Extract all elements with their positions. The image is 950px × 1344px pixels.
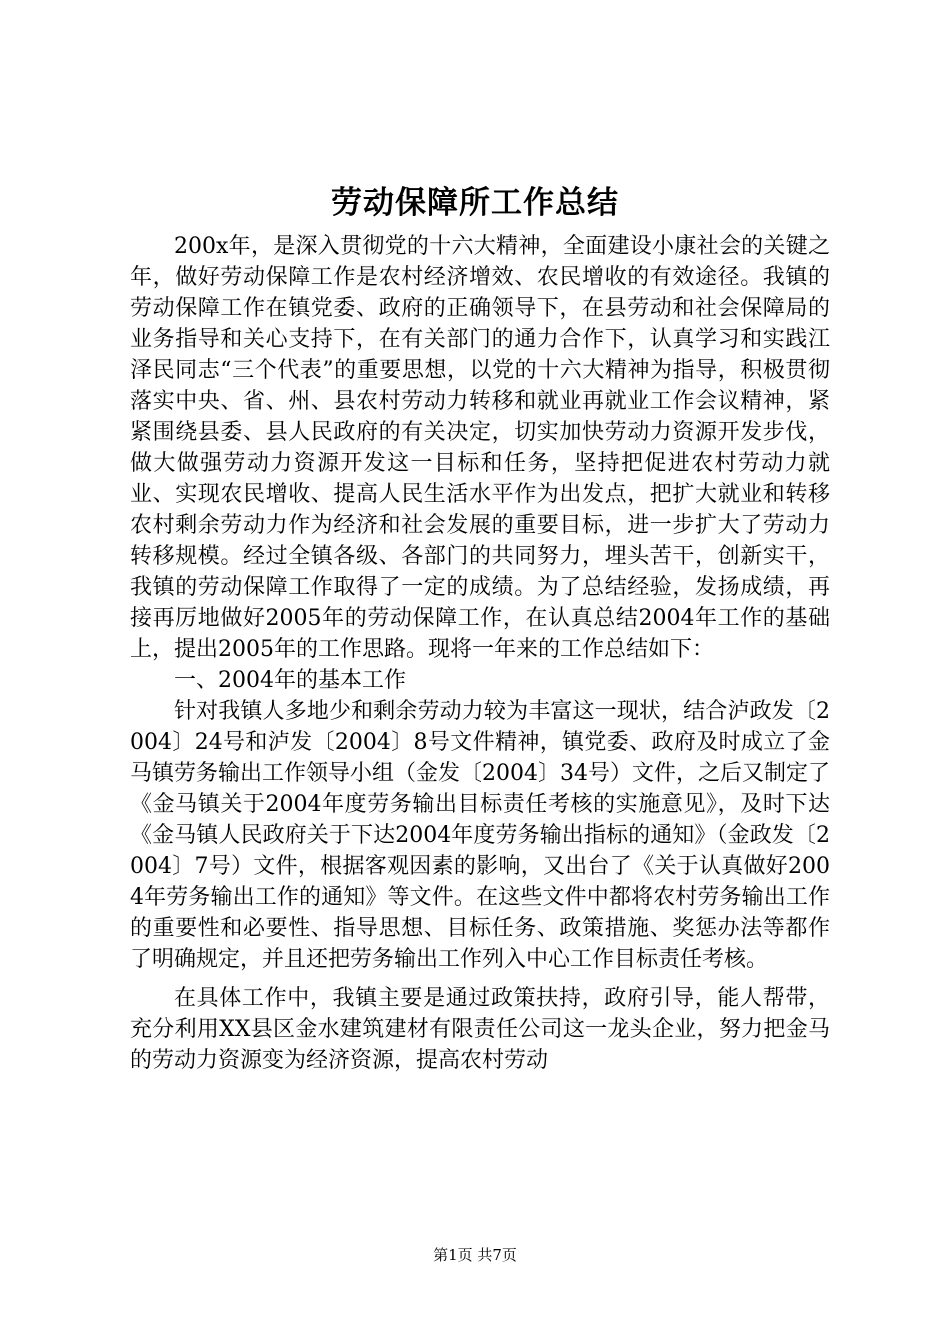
paragraph-intro: 200x年，是深入贯彻党的十六大精神，全面建设小康社会的关键之年，做好劳动保障工作是农村经济增效、农民增收的有效途径。我镇的劳动保障工作在镇党委、政府的正确领导下，在县劳动和社会保障局的业务指导和关心支持下，在有关部门的通力合作下，认真学习和实践江泽民同志“三个代表”的重要思想，以党的十六大精神为指导，积极贯彻落实中央、省、州、县农村劳动力转移和就业再就业工作会议精神，紧紧围绕县委、县人民政府的有关决定，切实加快劳动力资源开发步伐，做大做强劳动力资源开发这一目标和任务，坚持把促进农村劳动力就业、实现农民增收、提高人民生活水平作为出发点，把扩大就业和转移农村剩余劳动力作为经济和社会发展的重要目标，进一步扩大了劳动力转移规模。经过全镇各级、各部门的共同努力，埋头苦干，创新实干，我镇的劳动保障工作取得了一定的成绩。为了总结经验，发扬成绩，再接再厉地做好2005年的劳动保障工作，在认真总结2004年工作的基础上，提出2005年的工作思路。现将一年来的工作总结如下： <box>130 234 830 662</box>
paragraph-policy: 针对我镇人多地少和剩余劳动力较为丰富这一现状，结合泸政发〔2004〕24号和泸发〔2004〕8号文件精神，镇党委、政府及时成立了金马镇劳务输出工作领导小组（金发〔2004〕34号）文件，之后又制定了《金马镇关于2004年度劳务输出目标责任考核的实施意见》，及时下达《金马镇人民政府关于下达2004年度劳务输出指标的通知》（金政发〔2004〕7号）文件，根据客观因素的影响，又出台了《关于认真做好2004年劳务输出工作的通知》等文件。在这些文件中都将农村劳务输出工作的重要性和必要性、指导思想、目标任务、政策措施、奖惩办法等都作了明确规定，并且还把劳务输出工作列入中心工作目标责任考核。 <box>130 699 830 972</box>
section-heading: 一、2004年的基本工作 <box>174 668 406 693</box>
document-body <box>130 231 830 1076</box>
document-title: 劳动保障所工作总结 <box>331 185 619 221</box>
paragraph-work: 在具体工作中，我镇主要是通过政策扶持，政府引导，能人帮带，充分利用XX县区金水建筑建材有限责任公司这一龙头企业，努力把金马的劳动力资源变为经济资源，提高农村劳动 <box>130 986 830 1073</box>
page-footer: 第1页 共7页 <box>433 1246 517 1264</box>
